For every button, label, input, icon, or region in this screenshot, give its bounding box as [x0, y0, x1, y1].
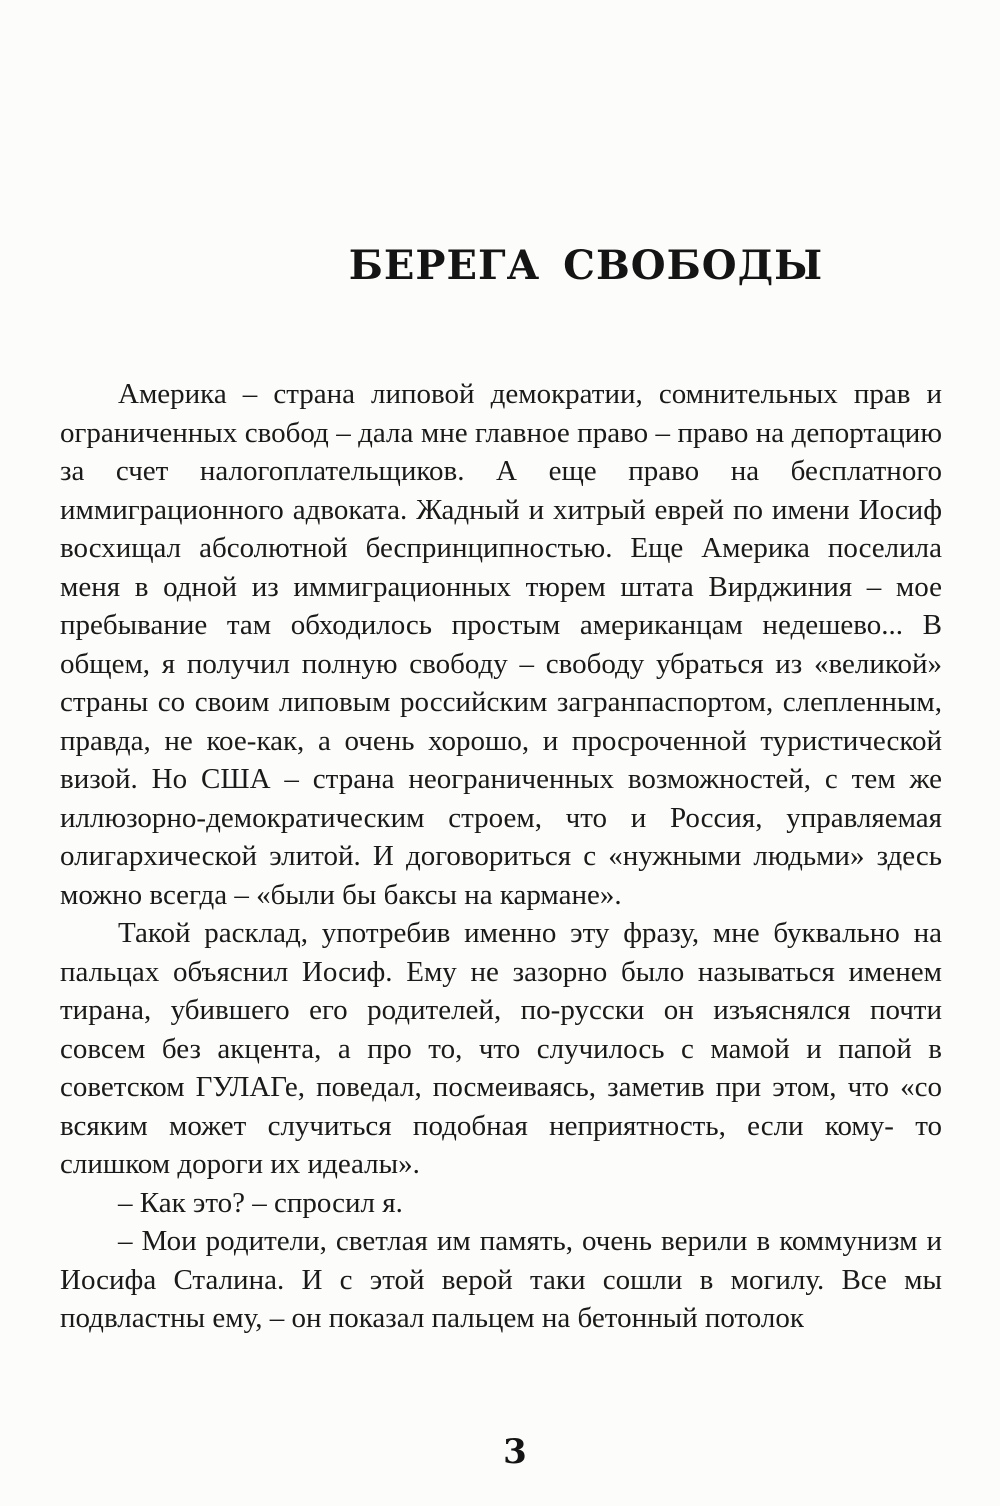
chapter-title: БЕРЕГА СВОБОДЫ — [348, 242, 824, 289]
body-text — [60, 375, 942, 1338]
paragraph: – Мои родители, светлая им память, очень верили в коммунизм и Иосифа Сталина. И с этой верой таки сошли в могилу. Все мы подвластны ему, – он показал пальцем на бетонный потолок — [60, 1225, 942, 1334]
paragraph: – Как это? – спросил я. — [118, 1186, 403, 1219]
page-number: 3 — [503, 1432, 527, 1472]
paragraph: Америка – страна липовой демократии, сомнительных прав и ограниченных свобод – дала мне главное право – право на депортацию за счет налогоплательщиков. А еще право на бесплатного иммиграционного адвоката. Жадный и хитрый еврей по имени Иосиф восхищал абсолютной беспринципностью. Еще Америка поселила меня в одной из иммиграционных тюрем штата Вирджиния – мое пребывание там обходилось простым американцам недешево... В общем, я получил полную свободу – свободу убраться из «великой» страны со своим липовым российским загранпаспортом, слепленным, правда, не кое-как, а очень хорошо, и просроченной туристической визой. Но США – страна неограниченных возможностей, с тем же иллюзорно-демократическим строем, что и Россия, управляемая олигархической элитой. И договориться с «нужными людьми» здесь можно всегда – «были бы баксы на кармане». — [60, 378, 942, 911]
paragraph: Такой расклад, употребив именно эту фразу, мне буквально на пальцах объяснил Иосиф. Ему не зазорно было называться именем тирана, убившего его родителей, по-русски он изъяснялся почти совсем без акцента, а про то, что случилось с мамой и папой в советском ГУЛАГе, поведал, посмеиваясь, заметив при этом, что «со всяким может случиться подобная неприятность, если кому- то слишком дороги их идеалы». — [60, 917, 942, 1180]
